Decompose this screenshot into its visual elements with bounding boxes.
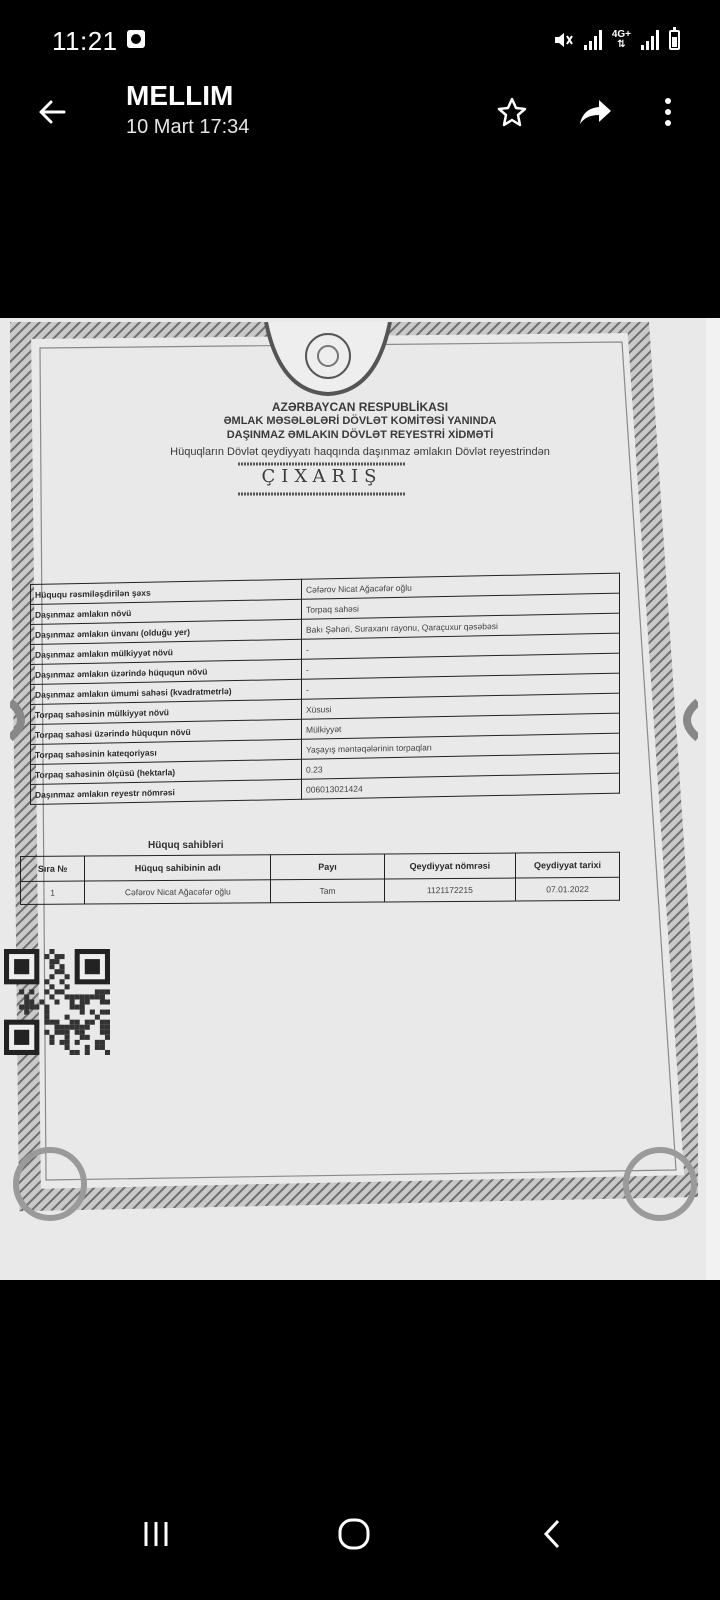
document-title: ÇIXARIŞ — [261, 466, 383, 487]
info-value: - — [302, 673, 620, 699]
mute-icon — [552, 29, 574, 51]
info-label: Daşınmaz əmlakın ünvanı (olduğu yer) — [31, 619, 302, 644]
clock-icon — [127, 30, 145, 48]
more-options-button[interactable] — [646, 90, 690, 134]
owners-cell: 1121172215 — [384, 878, 515, 902]
owners-header-cell: Qeydiyyat nömrəsi — [384, 853, 515, 879]
info-value: Bakı Şəhəri, Suraxanı rayonu, Qaraçuxur qəsəbəsi — [302, 613, 620, 639]
document-content — [0, 318, 720, 1280]
owners-header-cell: Hüquq sahibinin adı — [85, 855, 271, 881]
doc-heading-2: ƏMLAK MƏSƏLƏLƏRİ DÖVLƏT KOMİTƏSİ YANINDA — [223, 415, 497, 427]
info-value: 0.23 — [302, 753, 620, 779]
owners-title: Hüquq sahibləri — [148, 840, 224, 851]
doc-heading-3: DAŞINMAZ ƏMLAKIN DÖVLƏT REYESTRİ XİDMƏTİ — [226, 429, 494, 441]
info-value: Cəfərov Nicat Ağacəfər oğlu — [302, 573, 620, 599]
owners-row — [21, 877, 620, 904]
doc-heading-4: Hüquqların Dövlət qeydiyyatı haqqında daşınmaz əmlakın Dövlət reyestrindən — [170, 446, 550, 458]
back-arrow-icon — [37, 97, 67, 127]
signal-icon — [584, 30, 602, 50]
info-label: Daşınmaz əmlakın mülkiyyət növü — [31, 639, 302, 664]
owners-cell: Tam — [271, 879, 384, 903]
navigation-bar — [0, 1480, 720, 1600]
info-label: Daşınmaz əmlakın növü — [31, 599, 302, 624]
page-title: MELLIM — [126, 80, 234, 111]
info-label: Daşınmaz əmlakın ümumi sahəsi (kvadratmetrlə) — [31, 679, 302, 704]
owners-cell: 1 — [21, 881, 85, 904]
signal-icon — [641, 30, 659, 50]
back-button[interactable] — [30, 90, 74, 134]
page-subtitle: 10 Mart 17:34 — [126, 116, 250, 138]
info-value: - — [302, 633, 620, 659]
network-type: 4G+ ⇅ — [611, 29, 631, 50]
info-value: - — [302, 653, 620, 679]
home-icon — [337, 1517, 371, 1551]
document-photo[interactable] — [0, 318, 720, 1280]
home-button[interactable] — [324, 1506, 384, 1562]
info-value: Torpaq sahəsi — [302, 593, 620, 619]
info-label: Torpaq sahəsinin ölçüsü (hektarla) — [31, 759, 302, 784]
owners-cell: 07.01.2022 — [516, 877, 620, 901]
battery-icon — [669, 30, 680, 50]
info-value: 006013021424 — [302, 773, 620, 799]
share-button[interactable] — [574, 90, 618, 134]
info-label: Torpaq sahəsinin kateqoriyası — [31, 739, 302, 764]
info-label: Hüququ rəsmiləşdirilən şəxs — [31, 579, 302, 604]
info-value: Xüsusi — [302, 693, 620, 719]
owners-header-cell: Sıra № — [21, 856, 85, 881]
owners-table — [20, 852, 620, 905]
owners-header-cell: Payı — [271, 854, 384, 880]
owners-header-cell: Qeydiyyat tarixi — [516, 852, 620, 878]
info-label: Daşınmaz əmlakın reyestr nömrəsi — [31, 779, 302, 804]
back-nav-button[interactable] — [522, 1506, 582, 1562]
status-time: 11:21 — [52, 26, 118, 56]
more-vert-icon — [663, 97, 673, 127]
app-header — [0, 80, 720, 156]
info-label: Torpaq sahəsi üzərində hüququn növü — [31, 719, 302, 744]
favorite-button[interactable] — [490, 90, 534, 134]
back-icon — [540, 1518, 564, 1550]
info-label: Torpaq sahəsinin mülkiyyət növü — [31, 699, 302, 724]
info-value: Mülkiyyət — [302, 713, 620, 739]
info-value: Yaşayış məntəqələrinin torpaqları — [302, 733, 620, 759]
owners-cell: Cəfərov Nicat Ağacəfər oğlu — [85, 880, 271, 904]
qr-code — [4, 948, 110, 1056]
recent-apps-icon — [141, 1519, 171, 1549]
system-icons — [552, 28, 680, 52]
recent-apps-button[interactable] — [126, 1506, 186, 1562]
status-bar — [0, 0, 720, 80]
info-label: Daşınmaz əmlakın üzərində hüququn növü — [31, 659, 302, 684]
star-icon — [496, 96, 528, 128]
info-table — [30, 573, 620, 805]
share-icon — [578, 96, 614, 128]
doc-heading-1: AZƏRBAYCAN RESPUBLİKASI — [271, 400, 449, 414]
